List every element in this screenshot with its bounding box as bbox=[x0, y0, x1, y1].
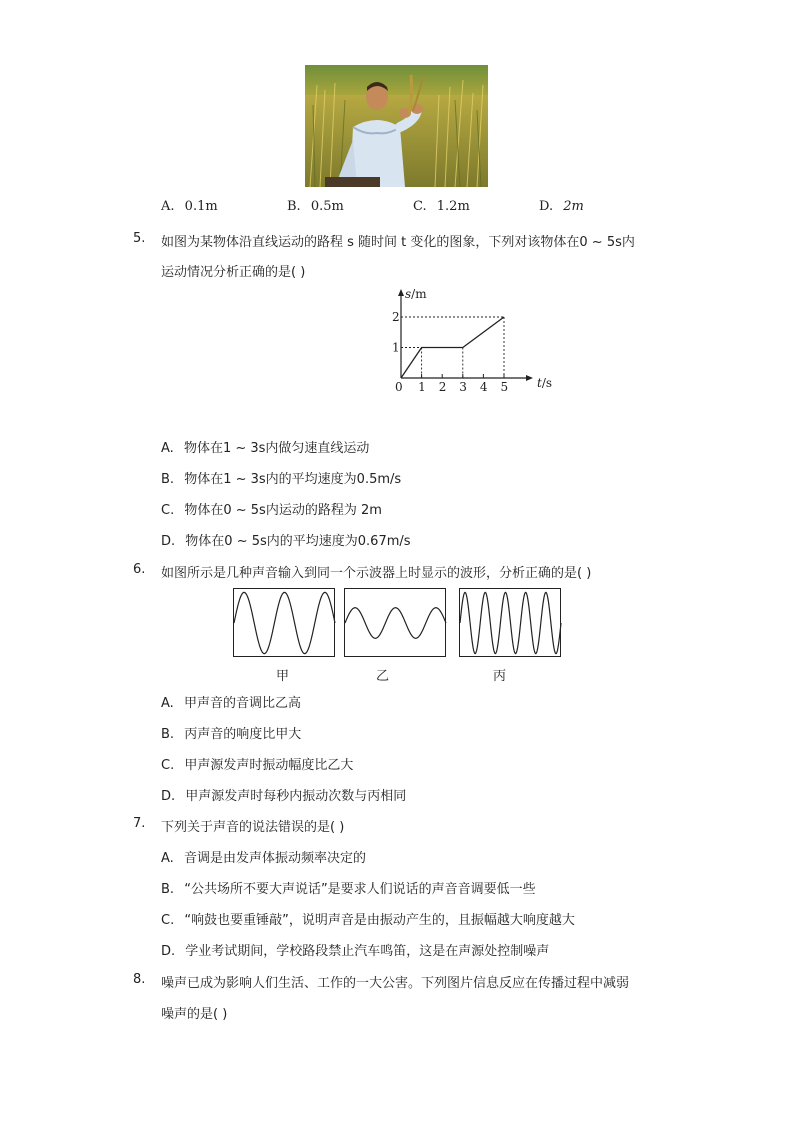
q8-stem-line2: 噪声的是( ) bbox=[161, 1007, 228, 1022]
q4-option-c bbox=[413, 199, 470, 214]
x-tick-label: 3 bbox=[459, 380, 467, 394]
q7-stem: 下列关于声音的说法错误的是( ) bbox=[161, 820, 345, 835]
q7-option-a bbox=[161, 847, 366, 866]
q6-option-d bbox=[161, 785, 406, 804]
q5-option-d bbox=[161, 530, 411, 549]
q7-option-d bbox=[161, 940, 549, 959]
option-letter: D. bbox=[161, 534, 176, 549]
x-axis-arrow bbox=[526, 375, 533, 381]
option-letter: C. bbox=[413, 199, 427, 214]
option-text: 物体在0 ~ 5s内运动的路程为 2m bbox=[184, 503, 382, 518]
q4-option-b bbox=[287, 199, 344, 214]
q5-option-c bbox=[161, 499, 382, 518]
x-tick-label: 5 bbox=[500, 380, 509, 394]
y-axis-label: s/m bbox=[405, 287, 427, 301]
option-text: 甲声源发声时振动幅度比乙大 bbox=[184, 758, 354, 773]
option-text: 学业考试期间，学校路段禁止汽车鸣笛，这是在声源处控制噪声 bbox=[185, 944, 550, 959]
x-axis-label: t/s bbox=[537, 376, 553, 390]
option-letter: A. bbox=[161, 441, 174, 456]
y-tick-label: 1 bbox=[392, 340, 400, 355]
option-letter: B. bbox=[287, 199, 301, 214]
option-letter: C. bbox=[161, 913, 175, 928]
q5-stem-line1: 如图为某物体沿直线运动的路程 s 随时间 t 变化的图象，下列对该物体在0 ~ 5s内 bbox=[161, 235, 635, 250]
option-text: 音调是由发声体振动频率决定的 bbox=[183, 851, 366, 866]
option-letter: A. bbox=[161, 199, 175, 214]
option-text: 物体在1 ~ 3s内的平均速度为0.5m/s bbox=[184, 472, 402, 487]
q7-option-b bbox=[161, 878, 536, 897]
x-tick-label: 0 bbox=[395, 380, 403, 394]
wave-yi bbox=[344, 588, 447, 658]
q6-option-c bbox=[161, 754, 353, 773]
option-letter: D. bbox=[161, 944, 176, 959]
option-text: 物体在0 ~ 5s内的平均速度为0.67m/s bbox=[185, 534, 411, 549]
q7-option-c bbox=[161, 909, 575, 928]
wave-jia bbox=[233, 588, 336, 658]
option-letter: C. bbox=[161, 503, 175, 518]
option-text: “响鼓也要重锤敲”，说明声音是由振动产生的，且振幅越大响度越大 bbox=[184, 913, 575, 928]
option-text: 1.2m bbox=[436, 199, 470, 214]
y-axis-arrow bbox=[398, 289, 404, 296]
x-tick-label: 2 bbox=[438, 380, 447, 394]
q6-number: 6. bbox=[133, 562, 146, 577]
option-text: 0.1m bbox=[184, 199, 218, 214]
option-letter: B. bbox=[161, 727, 175, 742]
wave-label-bing: 丙 bbox=[493, 669, 507, 684]
q8-stem-line1: 噪声已成为影响人们生活、工作的一大公害。下列图片信息反应在传播过程中减弱 bbox=[161, 976, 630, 991]
option-letter: B. bbox=[161, 882, 175, 897]
y-tick-label: 2 bbox=[392, 310, 400, 324]
q5-option-b bbox=[161, 468, 401, 487]
option-letter: D. bbox=[161, 789, 176, 804]
q5-s-t-graph bbox=[380, 283, 560, 399]
x-tick-label: 4 bbox=[479, 380, 488, 394]
q5-option-a bbox=[161, 437, 369, 456]
q8-number: 8. bbox=[133, 972, 146, 987]
option-text: “公共场所不要大声说话”是要求人们说话的声音音调要低一些 bbox=[184, 882, 536, 897]
q5-stem-line2: 运动情况分析正确的是( ) bbox=[161, 265, 306, 280]
x-tick-label: 1 bbox=[418, 380, 426, 394]
series-line bbox=[401, 317, 504, 378]
rice-field-photo bbox=[305, 65, 488, 187]
option-text: 0.5m bbox=[310, 199, 344, 214]
option-text: 甲声源发声时每秒内振动次数与丙相同 bbox=[185, 789, 407, 804]
option-letter: C. bbox=[161, 758, 175, 773]
q6-option-b bbox=[161, 723, 301, 742]
option-text: 甲声音的音调比乙高 bbox=[183, 696, 301, 711]
option-letter: D. bbox=[539, 199, 554, 214]
q4-option-d bbox=[539, 199, 584, 214]
q7-number: 7. bbox=[133, 816, 146, 831]
q4-option-a bbox=[161, 199, 218, 214]
option-text: 2m bbox=[563, 199, 584, 214]
q6-option-a bbox=[161, 692, 301, 711]
option-text: 丙声音的响度比甲大 bbox=[184, 727, 302, 742]
q6-stem: 如图所示是几种声音输入到同一个示波器上时显示的波形，分析正确的是( ) bbox=[161, 566, 592, 581]
option-letter: A. bbox=[161, 851, 174, 866]
wave-bing bbox=[459, 588, 562, 658]
option-text: 物体在1 ~ 3s内做匀速直线运动 bbox=[183, 441, 370, 456]
option-letter: A. bbox=[161, 696, 174, 711]
option-letter: B. bbox=[161, 472, 175, 487]
q5-number: 5. bbox=[133, 231, 146, 246]
wave-label-yi: 乙 bbox=[376, 669, 390, 684]
wave-label-jia: 甲 bbox=[276, 669, 290, 684]
